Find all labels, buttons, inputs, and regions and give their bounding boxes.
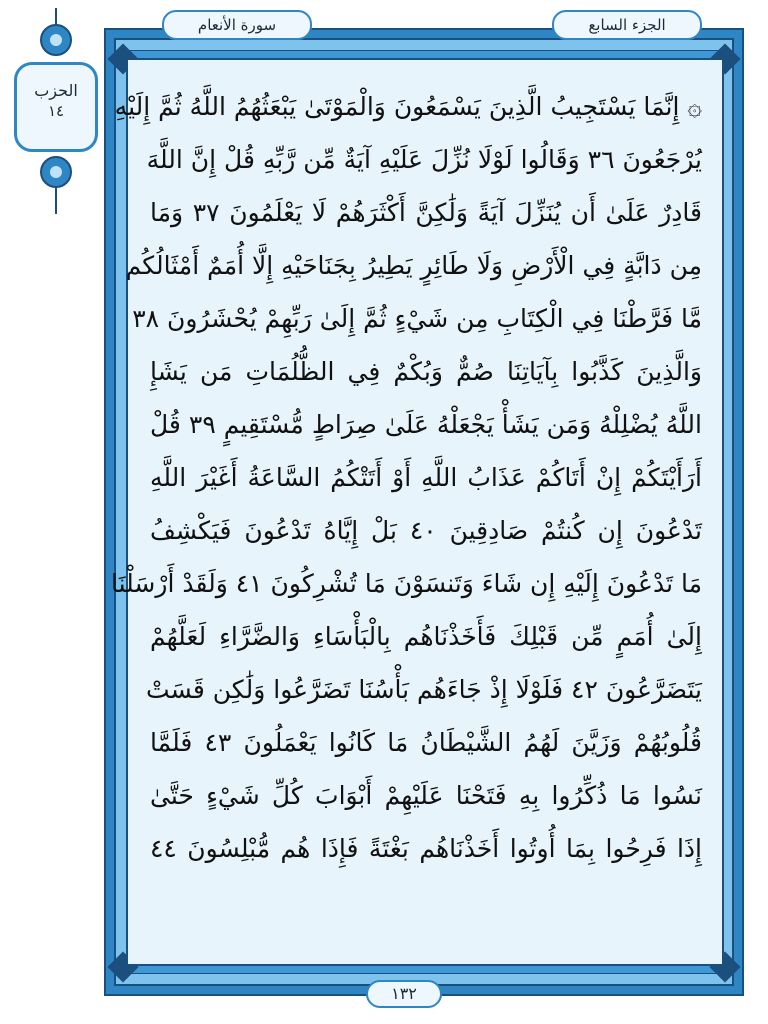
- text-line: اللَّهُ يُضْلِلْهُ وَمَن يَشَأْ يَجْعَلْهُ عَلَىٰ صِرَاطٍ مُّسْتَقِيمٍ ٣٩ قُلْ: [150, 410, 702, 439]
- text-line: ۞ إِنَّمَا يَسْتَجِيبُ الَّذِينَ يَسْمَعُونَ وَالْمَوْتَىٰ يَبْعَثُهُمُ اللَّهُ ثُمَّ إِلَيْهِ: [114, 92, 702, 121]
- text-line: مَّا فَرَّطْنَا فِي الْكِتَابِ مِن شَيْءٍ ثُمَّ إِلَىٰ رَبِّهِمْ يُحْشَرُونَ ٣٨: [132, 304, 702, 333]
- surah-name-tab: [162, 10, 312, 40]
- text-line: أَرَأَيْتَكُمْ إِنْ أَتَاكُمْ عَذَابُ اللَّهِ أَوْ أَتَتْكُمُ السَّاعَةُ أَغَيْرَ اللَّهِ: [150, 463, 702, 492]
- text-line: يَتَضَرَّعُونَ ٤٢ فَلَوْلَا إِذْ جَاءَهُم بَأْسُنَا تَضَرَّعُوا وَلَٰكِن قَسَتْ: [146, 675, 702, 704]
- surah-name: سورة الأنعام: [197, 16, 277, 34]
- text-line: قَادِرٌ عَلَىٰ أَن يُنَزِّلَ آيَةً وَلَٰكِنَّ أَكْثَرَهُمْ لَا يَعْلَمُونَ ٣٧ وَمَا: [150, 198, 702, 227]
- page-number-badge: [366, 980, 442, 1008]
- text-line: إِلَىٰ أُمَمٍ مِّن قَبْلِكَ فَأَخَذْنَاهُم بِالْبَأْسَاءِ وَالضَّرَّاءِ لَعَلَّهُمْ: [150, 622, 702, 651]
- text-line: تَدْعُونَ إِن كُنتُمْ صَادِقِينَ ٤٠ بَلْ إِيَّاهُ تَدْعُونَ فَيَكْشِفُ: [150, 516, 702, 545]
- juz-name-tab: [552, 10, 702, 40]
- text-line: إِذَا فَرِحُوا بِمَا أُوتُوا أَخَذْنَاهُم بَغْتَةً فَإِذَا هُم مُّبْلِسُونَ ٤٤: [150, 834, 702, 863]
- hizb-marker: [14, 62, 98, 152]
- rosette-ornament-top: [40, 24, 72, 56]
- text-line: مَا تَدْعُونَ إِلَيْهِ إِن شَاءَ وَتَنسَوْنَ مَا تُشْرِكُونَ ٤١ وَلَقَدْ أَرْسَلْنَا: [110, 569, 702, 598]
- hizb-stem-bottom: [55, 188, 57, 214]
- quran-text-block: [110, 80, 702, 960]
- text-line: يُرْجَعُونَ ٣٦ وَقَالُوا لَوْلَا نُزِّلَ عَلَيْهِ آيَةٌ مِّن رَّبِّهِ قُلْ إِنَّ اللَّهَ: [146, 145, 702, 174]
- text-line: وَالَّذِينَ كَذَّبُوا بِآيَاتِنَا صُمٌّ وَبُكْمٌ فِي الظُّلُمَاتِ مَن يَشَإِ: [150, 357, 702, 386]
- rosette-ornament-bottom: [40, 156, 72, 188]
- juz-name: الجزء السابع: [588, 16, 666, 34]
- text-line: مِن دَابَّةٍ فِي الْأَرْضِ وَلَا طَائِرٍ يَطِيرُ بِجَنَاحَيْهِ إِلَّا أُمَمٌ أَمْثَالُكُم: [125, 251, 702, 280]
- text-line: قُلُوبُهُمْ وَزَيَّنَ لَهُمُ الشَّيْطَانُ مَا كَانُوا يَعْمَلُونَ ٤٣ فَلَمَّا: [150, 728, 702, 757]
- text-line: نَسُوا مَا ذُكِّرُوا بِهِ فَتَحْنَا عَلَيْهِمْ أَبْوَابَ كُلِّ شَيْءٍ حَتَّىٰ: [150, 781, 702, 810]
- page-number: ١٣٢: [391, 984, 417, 1003]
- hizb-label: الحزب: [34, 81, 78, 100]
- hizb-number: ١٤: [47, 102, 65, 120]
